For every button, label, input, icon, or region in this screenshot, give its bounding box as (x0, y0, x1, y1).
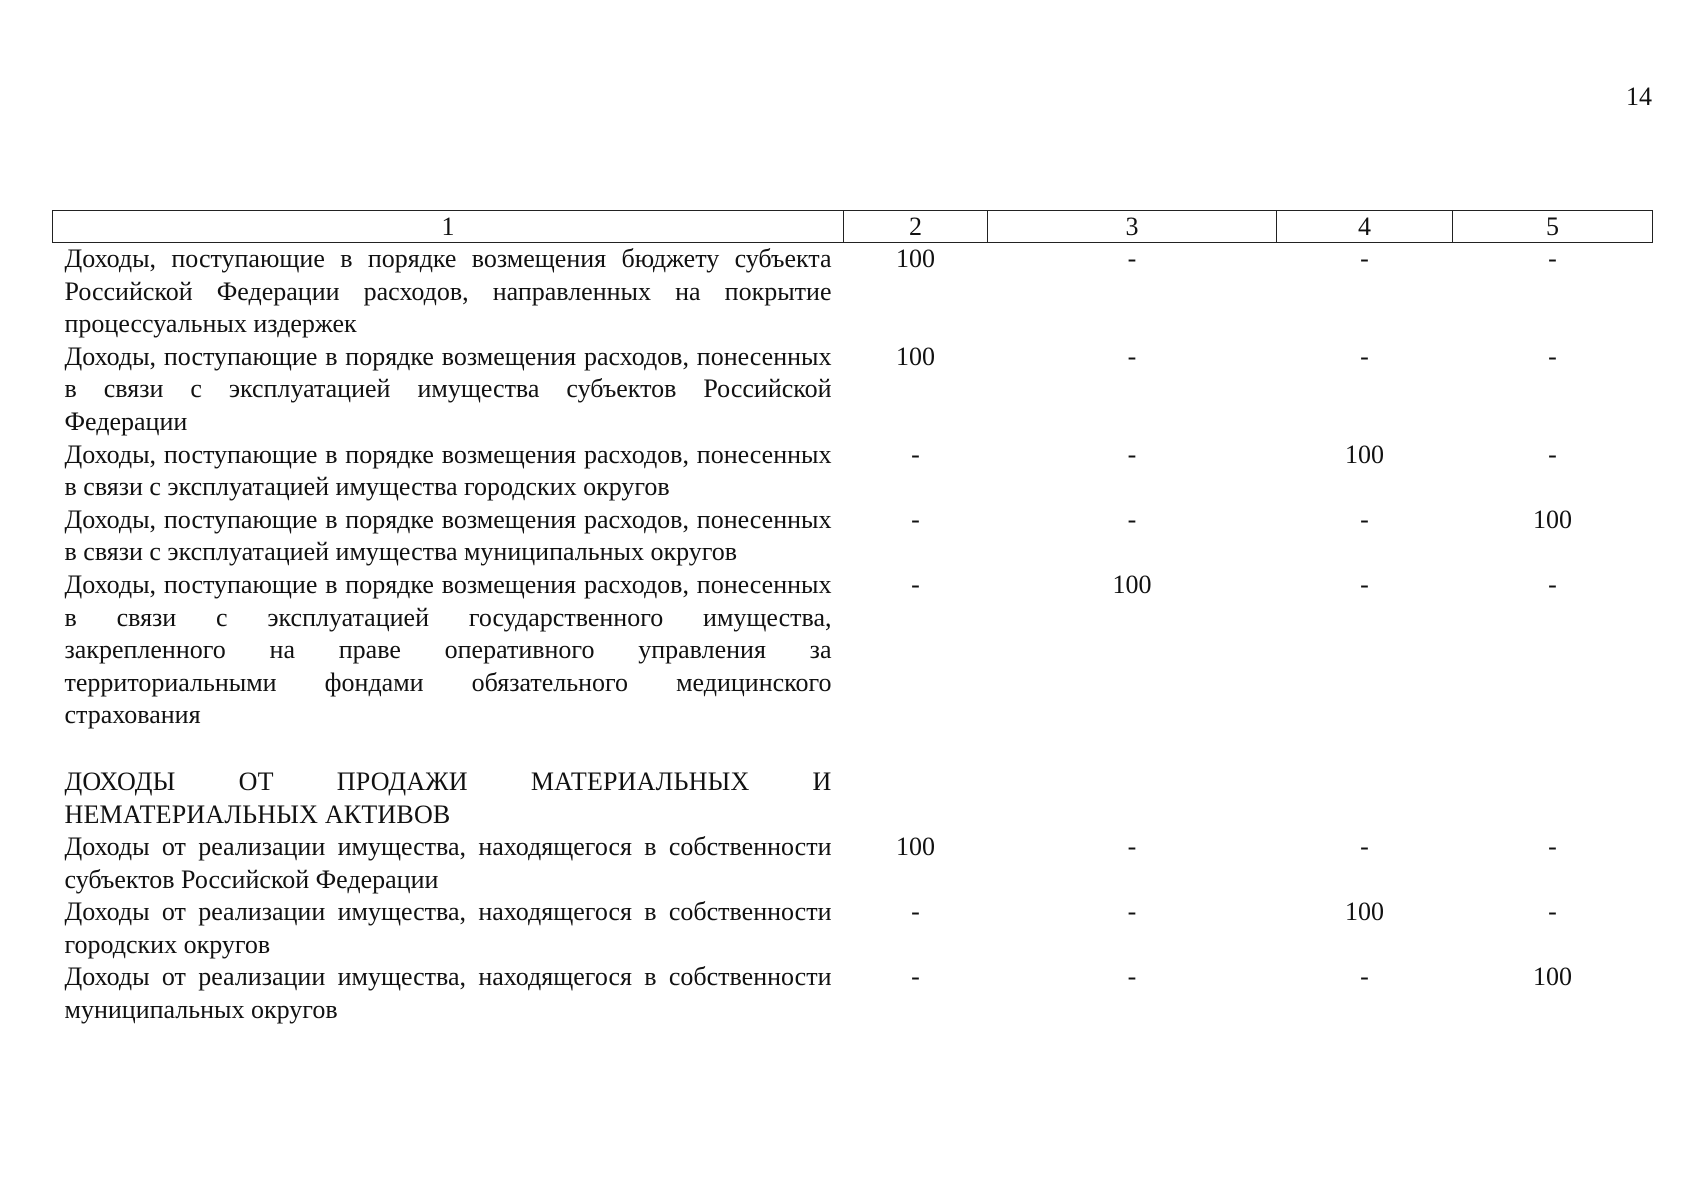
cell-col-3: - (1127, 244, 1137, 273)
row-description: Доходы, поступающие в порядке возмещения расходов, понесенных в связи с эксплуатацией государственного имущества, закрепленного на праве оперативного управления за территориальными фондами обязательного медицинского страхования (64, 569, 832, 730)
table-row (53, 569, 1653, 732)
cell-col-2: - (911, 439, 920, 469)
cell-col-5: - (1548, 244, 1557, 273)
table-header-row (53, 211, 1653, 243)
cell-col-4: - (1360, 504, 1369, 534)
row-description: Доходы, поступающие в порядке возмещения бюджету субъекта Российской Федерации расходов, направленных на покрытие процессуальных издержек (64, 244, 832, 339)
column-header-1: 1 (53, 211, 844, 243)
cell-col-3: - (1127, 439, 1137, 469)
cell-col-2: 100 (896, 244, 935, 273)
cell-col-3: - (1127, 897, 1137, 927)
revenue-distribution-table (52, 210, 1653, 1027)
cell-col-2: - (911, 504, 920, 534)
column-header-2: 2 (844, 211, 988, 243)
cell-col-4: - (1360, 569, 1369, 599)
table-body (53, 243, 1653, 1027)
cell-col-2: - (911, 569, 920, 599)
column-header-5: 5 (1453, 211, 1653, 243)
column-header-3: 3 (988, 211, 1277, 243)
table-row (53, 961, 1653, 1026)
empty-cell (988, 766, 1277, 831)
cell-col-5: - (1548, 439, 1557, 469)
cell-col-5: - (1548, 569, 1557, 599)
cell-col-5: 100 (1533, 504, 1572, 534)
section-title: ДОХОДЫ ОТ ПРОДАЖИ МАТЕРИАЛЬНЫХ И НЕМАТЕРИАЛЬНЫХ АКТИВОВ (64, 766, 832, 829)
empty-cell (1277, 766, 1453, 831)
cell-col-4: - (1360, 341, 1369, 371)
table-row (53, 831, 1653, 896)
cell-col-3: 100 (1112, 569, 1152, 599)
cell-col-3: - (1127, 504, 1137, 534)
cell-col-4: - (1360, 962, 1369, 992)
column-header-4: 4 (1277, 211, 1453, 243)
row-description: Доходы, поступающие в порядке возмещения расходов, понесенных в связи с эксплуатацией имущества муниципальных округов (64, 504, 832, 567)
row-description: Доходы, поступающие в порядке возмещения расходов, понесенных в связи с эксплуатацией имущества субъектов Российской Федерации (64, 341, 832, 436)
table-header (53, 211, 1653, 243)
table-row (53, 896, 1653, 961)
cell-col-3: - (1127, 341, 1137, 371)
empty-cell (1453, 766, 1653, 831)
cell-col-5: - (1548, 832, 1557, 862)
row-description: Доходы от реализации имущества, находящегося в собственности муниципальных округов (64, 962, 832, 1025)
empty-cell (844, 766, 988, 831)
row-description: Доходы, поступающие в порядке возмещения расходов, понесенных в связи с эксплуатацией имущества городских округов (64, 439, 832, 502)
table-row (53, 243, 1653, 341)
cell-col-2: 100 (896, 832, 935, 862)
table-row (53, 341, 1653, 439)
table-row (53, 504, 1653, 569)
section-spacer (53, 732, 1653, 766)
cell-col-2: - (911, 897, 920, 927)
cell-col-2: 100 (896, 341, 935, 371)
cell-col-2: - (911, 962, 920, 992)
row-description: Доходы от реализации имущества, находящегося в собственности субъектов Российской Федерации (64, 832, 832, 894)
cell-col-4: - (1360, 244, 1369, 273)
row-description: Доходы от реализации имущества, находящегося в собственности городских округов (64, 897, 832, 959)
table-row (53, 439, 1653, 504)
cell-col-3: - (1127, 962, 1137, 992)
cell-col-5: 100 (1533, 962, 1572, 992)
cell-col-4: - (1360, 832, 1369, 862)
cell-col-4: 100 (1345, 439, 1384, 469)
cell-col-4: 100 (1345, 897, 1384, 927)
page-number: 14 (1626, 82, 1652, 111)
spacer-cell (53, 732, 1653, 766)
cell-col-3: - (1127, 832, 1137, 862)
cell-col-5: - (1548, 897, 1557, 927)
cell-col-5: - (1548, 341, 1557, 371)
section-header-row (53, 766, 1653, 831)
